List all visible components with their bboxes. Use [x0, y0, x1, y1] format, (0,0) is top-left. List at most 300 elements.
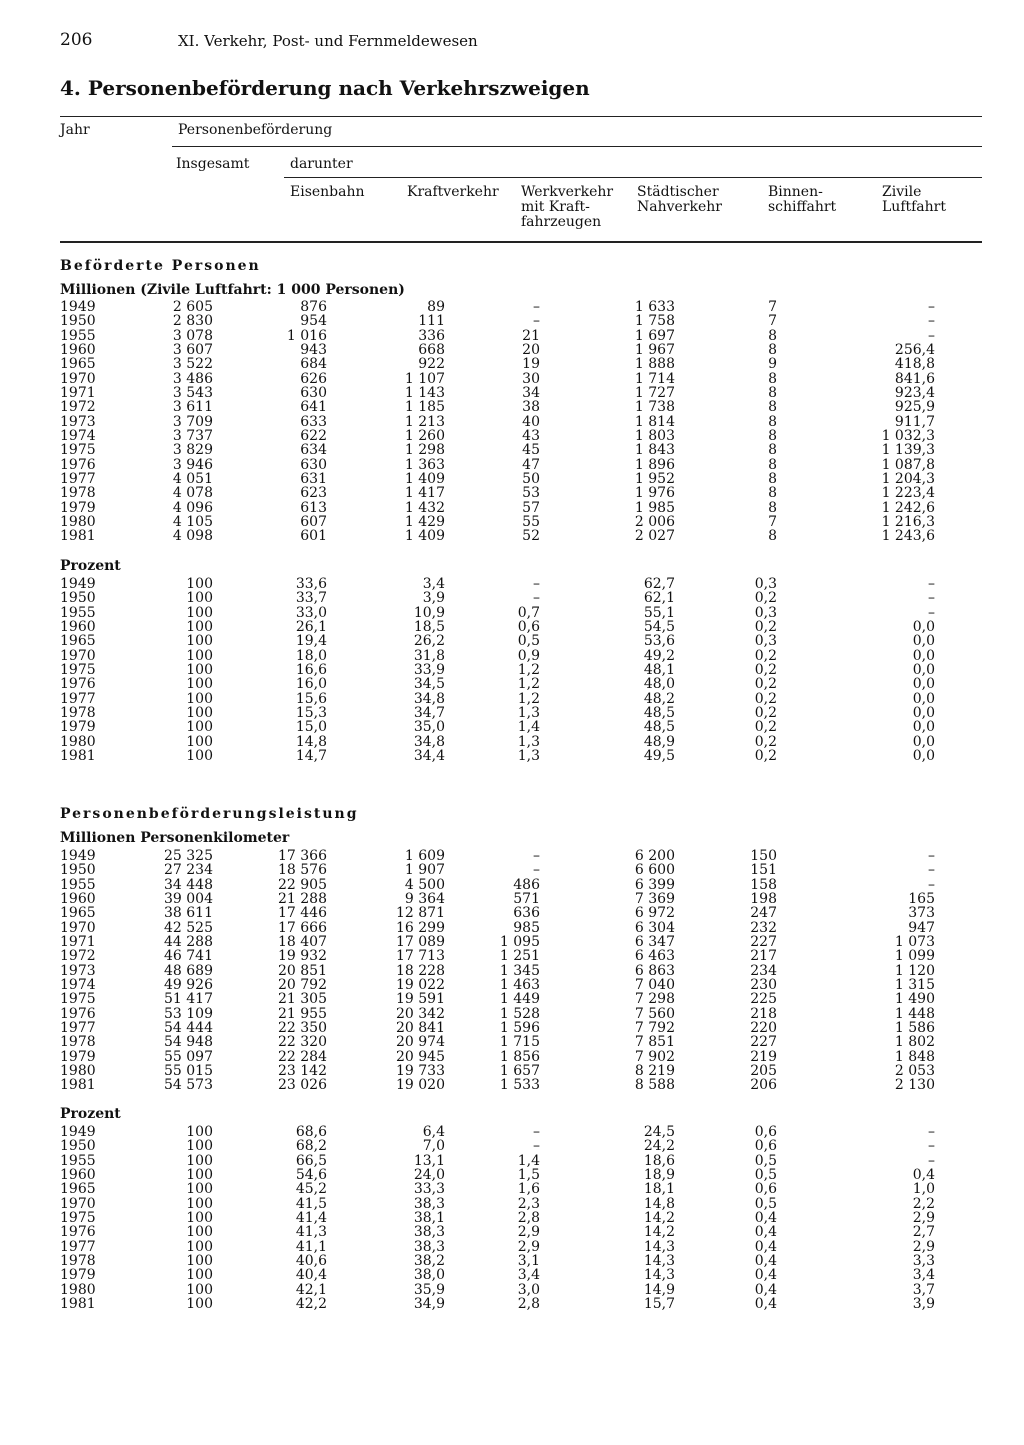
- cell-eisenbahn: 626: [300, 370, 327, 387]
- cell-eisenbahn: 631: [300, 470, 327, 487]
- cell-kraftverkehr: 1 260: [404, 427, 445, 444]
- cell-nahverkehr: 1 814: [634, 413, 675, 430]
- cell-nahverkehr: 55,1: [643, 604, 675, 621]
- running-header: XI. Verkehr, Post- und Fernmeldewesen: [178, 32, 478, 50]
- cell-insgesamt: 100: [186, 1138, 213, 1155]
- cell-nahverkehr: 2 006: [634, 513, 675, 530]
- cell-werkverkehr: 1 449: [499, 991, 540, 1008]
- header-eisenbahn: Eisenbahn: [290, 184, 365, 200]
- cell-kraftverkehr: 1 907: [404, 862, 445, 879]
- cell-werkverkehr: 1,2: [517, 661, 540, 678]
- cell-insgesamt: 100: [186, 604, 213, 621]
- cell-luftfahrt: 3,4: [912, 1267, 935, 1284]
- cell-binnenschiffahrt: 218: [750, 1005, 777, 1022]
- table-row: [60, 620, 940, 634]
- cell-binnenschiffahrt: 8: [768, 327, 777, 344]
- cell-werkverkehr: 21: [522, 327, 540, 344]
- table-row: [60, 1240, 940, 1254]
- cell-kraftverkehr: 19 591: [396, 991, 445, 1008]
- table-row: [60, 649, 940, 663]
- cell-binnenschiffahrt: 0,5: [754, 1195, 777, 1212]
- cell-nahverkehr: 7 369: [634, 890, 675, 907]
- cell-nahverkehr: 48,5: [643, 719, 675, 736]
- cell-insgesamt: 3 486: [172, 370, 213, 387]
- table-row: [60, 921, 940, 935]
- cell-binnenschiffahrt: 227: [750, 933, 777, 950]
- cell-binnenschiffahrt: 219: [750, 1048, 777, 1065]
- header-luftfahrt: Zivile Luftfahrt: [882, 184, 946, 215]
- cell-kraftverkehr: 3,9: [422, 590, 445, 607]
- cell-werkverkehr: –: [533, 1124, 540, 1140]
- cell-kraftverkehr: 20 974: [396, 1034, 445, 1051]
- cell-luftfahrt: 0,0: [912, 633, 935, 650]
- cell-eisenbahn: 40,6: [295, 1252, 327, 1269]
- cell-werkverkehr: 1 596: [499, 1019, 540, 1036]
- page-number: 206: [60, 30, 93, 50]
- cell-nahverkehr: 1 896: [634, 456, 675, 473]
- cell-nahverkehr: 6 600: [634, 862, 675, 879]
- table-row: [60, 720, 940, 734]
- cell-insgesamt: 100: [186, 618, 213, 635]
- cell-binnenschiffahrt: 232: [750, 919, 777, 936]
- cell-eisenbahn: 21 288: [278, 890, 327, 907]
- cell-year: 1971: [60, 384, 96, 401]
- cell-werkverkehr: 2,9: [517, 1224, 540, 1241]
- cell-eisenbahn: 601: [300, 528, 327, 545]
- cell-werkverkehr: 3,1: [517, 1252, 540, 1269]
- cell-luftfahrt: 0,0: [912, 647, 935, 664]
- cell-kraftverkehr: 89: [427, 299, 445, 315]
- cell-insgesamt: 4 105: [172, 513, 213, 530]
- cell-luftfahrt: –: [928, 862, 935, 879]
- cell-nahverkehr: 14,3: [643, 1238, 675, 1255]
- cell-nahverkehr: 18,9: [643, 1166, 675, 1183]
- cell-year: 1979: [60, 499, 96, 516]
- cell-binnenschiffahrt: 8: [768, 485, 777, 502]
- cell-nahverkehr: 49,5: [643, 747, 675, 764]
- cell-nahverkehr: 6 399: [634, 876, 675, 893]
- cell-luftfahrt: 1 087,8: [881, 456, 935, 473]
- cell-binnenschiffahrt: 0,2: [754, 733, 777, 750]
- cell-binnenschiffahrt: 0,2: [754, 719, 777, 736]
- cell-binnenschiffahrt: 0,4: [754, 1267, 777, 1284]
- header-personenbefoerderung: Personenbeförderung: [178, 122, 333, 138]
- cell-year: 1955: [60, 876, 96, 893]
- table-row: [60, 892, 940, 906]
- table-row: [60, 300, 940, 314]
- cell-eisenbahn: 42,1: [295, 1281, 327, 1298]
- cell-kraftverkehr: 1 298: [404, 442, 445, 459]
- cell-insgesamt: 100: [186, 1281, 213, 1298]
- table-row: [60, 1035, 940, 1049]
- cell-luftfahrt: –: [928, 876, 935, 893]
- cell-insgesamt: 100: [186, 1209, 213, 1226]
- cell-eisenbahn: 33,7: [295, 590, 327, 607]
- cell-insgesamt: 25 325: [164, 848, 213, 864]
- cell-kraftverkehr: 111: [418, 313, 445, 330]
- cell-luftfahrt: –: [928, 590, 935, 607]
- cell-binnenschiffahrt: 158: [750, 876, 777, 893]
- cell-binnenschiffahrt: 7: [768, 313, 777, 330]
- cell-werkverkehr: 1,4: [517, 1152, 540, 1169]
- cell-binnenschiffahrt: 7: [768, 513, 777, 530]
- cell-luftfahrt: –: [928, 313, 935, 330]
- cell-werkverkehr: –: [533, 1138, 540, 1155]
- cell-year: 1973: [60, 962, 96, 979]
- cell-luftfahrt: 0,0: [912, 747, 935, 764]
- cell-eisenbahn: 22 320: [278, 1034, 327, 1051]
- table-row: [60, 343, 940, 357]
- cell-year: 1960: [60, 1166, 96, 1183]
- cell-nahverkehr: 7 040: [634, 976, 675, 993]
- cell-nahverkehr: 7 560: [634, 1005, 675, 1022]
- cell-werkverkehr: 1,3: [517, 747, 540, 764]
- cell-werkverkehr: 2,8: [517, 1295, 540, 1312]
- cell-binnenschiffahrt: 8: [768, 427, 777, 444]
- table-personen-millionen: [60, 300, 940, 544]
- cell-year: 1981: [60, 1077, 96, 1094]
- cell-eisenbahn: 16,6: [295, 661, 327, 678]
- cell-kraftverkehr: 35,9: [413, 1281, 445, 1298]
- cell-year: 1976: [60, 1224, 96, 1241]
- cell-luftfahrt: 2,9: [912, 1238, 935, 1255]
- cell-nahverkehr: 1 803: [634, 427, 675, 444]
- cell-werkverkehr: –: [533, 576, 540, 592]
- cell-year: 1965: [60, 905, 96, 922]
- header-werkverkehr: Werkverkehr mit Kraft- fahrzeugen: [521, 184, 614, 230]
- cell-luftfahrt: 1 073: [894, 933, 935, 950]
- cell-werkverkehr: 985: [513, 919, 540, 936]
- cell-luftfahrt: –: [928, 848, 935, 864]
- cell-luftfahrt: 0,0: [912, 719, 935, 736]
- cell-werkverkehr: 1,6: [517, 1181, 540, 1198]
- cell-year: 1979: [60, 719, 96, 736]
- cell-binnenschiffahrt: 247: [750, 905, 777, 922]
- cell-kraftverkehr: 34,5: [413, 676, 445, 693]
- table-row: [60, 964, 940, 978]
- cell-year: 1972: [60, 399, 96, 416]
- cell-werkverkehr: 43: [522, 427, 540, 444]
- cell-binnenschiffahrt: 225: [750, 991, 777, 1008]
- cell-binnenschiffahrt: 0,2: [754, 661, 777, 678]
- cell-insgesamt: 54 573: [164, 1077, 213, 1094]
- cell-binnenschiffahrt: 150: [750, 848, 777, 864]
- table-leistung-millionen: [60, 849, 940, 1093]
- cell-binnenschiffahrt: 0,2: [754, 704, 777, 721]
- cell-binnenschiffahrt: 0,2: [754, 690, 777, 707]
- cell-luftfahrt: 923,4: [894, 384, 935, 401]
- cell-year: 1972: [60, 948, 96, 965]
- cell-eisenbahn: 15,3: [295, 704, 327, 721]
- cell-werkverkehr: 34: [522, 384, 540, 401]
- cell-binnenschiffahrt: 230: [750, 976, 777, 993]
- header-nahverkehr: Städtischer Nahverkehr: [637, 184, 722, 215]
- cell-kraftverkehr: 31,8: [413, 647, 445, 664]
- cell-insgesamt: 4 051: [172, 470, 213, 487]
- cell-nahverkehr: 48,5: [643, 704, 675, 721]
- cell-binnenschiffahrt: 0,3: [754, 633, 777, 650]
- cell-eisenbahn: 15,0: [295, 719, 327, 736]
- cell-binnenschiffahrt: 205: [750, 1062, 777, 1079]
- cell-year: 1977: [60, 470, 96, 487]
- cell-luftfahrt: 947: [908, 919, 935, 936]
- cell-eisenbahn: 17 666: [278, 919, 327, 936]
- table-title: 4. Personenbeförderung nach Verkehrszweigen: [60, 76, 590, 100]
- cell-werkverkehr: 53: [522, 485, 540, 502]
- cell-werkverkehr: 19: [522, 356, 540, 373]
- cell-insgesamt: 3 607: [172, 341, 213, 358]
- cell-year: 1979: [60, 1048, 96, 1065]
- cell-binnenschiffahrt: 0,4: [754, 1224, 777, 1241]
- cell-kraftverkehr: 33,9: [413, 661, 445, 678]
- cell-insgesamt: 3 946: [172, 456, 213, 473]
- cell-eisenbahn: 633: [300, 413, 327, 430]
- table-row: [60, 906, 940, 920]
- cell-werkverkehr: 486: [513, 876, 540, 893]
- cell-werkverkehr: –: [533, 299, 540, 315]
- table-row: [60, 634, 940, 648]
- cell-nahverkehr: 1 633: [634, 299, 675, 315]
- cell-nahverkehr: 48,0: [643, 676, 675, 693]
- cell-luftfahrt: 1 315: [894, 976, 935, 993]
- cell-year: 1955: [60, 327, 96, 344]
- header-binnenschiffahrt: Binnen- schiffahrt: [768, 184, 837, 215]
- cell-werkverkehr: 571: [513, 890, 540, 907]
- cell-kraftverkehr: 1 143: [404, 384, 445, 401]
- cell-luftfahrt: 3,3: [912, 1252, 935, 1269]
- cell-werkverkehr: 1 095: [499, 933, 540, 950]
- cell-kraftverkehr: 34,9: [413, 1295, 445, 1312]
- cell-kraftverkehr: 4 500: [404, 876, 445, 893]
- cell-luftfahrt: 1 223,4: [881, 485, 935, 502]
- cell-werkverkehr: 1 528: [499, 1005, 540, 1022]
- table-row: [60, 978, 940, 992]
- table-row: [60, 357, 940, 371]
- table-row: [60, 735, 940, 749]
- cell-kraftverkehr: 7,0: [422, 1138, 445, 1155]
- cell-luftfahrt: 841,6: [894, 370, 935, 387]
- cell-eisenbahn: 22 905: [278, 876, 327, 893]
- cell-year: 1960: [60, 618, 96, 635]
- cell-eisenbahn: 16,0: [295, 676, 327, 693]
- cell-luftfahrt: 0,0: [912, 618, 935, 635]
- table-row: [60, 935, 940, 949]
- cell-werkverkehr: 47: [522, 456, 540, 473]
- cell-insgesamt: 46 741: [164, 948, 213, 965]
- cell-kraftverkehr: 19 733: [396, 1062, 445, 1079]
- cell-year: 1979: [60, 1267, 96, 1284]
- cell-nahverkehr: 8 219: [634, 1062, 675, 1079]
- cell-werkverkehr: 45: [522, 442, 540, 459]
- cell-luftfahrt: 1 448: [894, 1005, 935, 1022]
- cell-nahverkehr: 62,1: [643, 590, 675, 607]
- cell-luftfahrt: –: [928, 1138, 935, 1155]
- table-row: [60, 1297, 940, 1311]
- section-befoerderte-personen: Beförderte Personen: [60, 258, 261, 274]
- cell-eisenbahn: 23 142: [278, 1062, 327, 1079]
- cell-year: 1975: [60, 661, 96, 678]
- cell-werkverkehr: 57: [522, 499, 540, 516]
- cell-year: 1955: [60, 1152, 96, 1169]
- cell-binnenschiffahrt: 0,2: [754, 618, 777, 635]
- table-row: [60, 386, 940, 400]
- cell-insgesamt: 44 288: [164, 933, 213, 950]
- cell-insgesamt: 100: [186, 1195, 213, 1212]
- cell-werkverkehr: 20: [522, 341, 540, 358]
- cell-binnenschiffahrt: 8: [768, 528, 777, 545]
- cell-binnenschiffahrt: 8: [768, 413, 777, 430]
- cell-eisenbahn: 630: [300, 384, 327, 401]
- cell-binnenschiffahrt: 220: [750, 1019, 777, 1036]
- cell-insgesamt: 100: [186, 1181, 213, 1198]
- cell-year: 1975: [60, 442, 96, 459]
- cell-eisenbahn: 954: [300, 313, 327, 330]
- cell-insgesamt: 4 098: [172, 528, 213, 545]
- cell-eisenbahn: 21 955: [278, 1005, 327, 1022]
- cell-nahverkehr: 15,7: [643, 1295, 675, 1312]
- cell-eisenbahn: 613: [300, 499, 327, 516]
- cell-kraftverkehr: 18 228: [396, 962, 445, 979]
- cell-nahverkehr: 1 727: [634, 384, 675, 401]
- cell-luftfahrt: 1 204,3: [881, 470, 935, 487]
- cell-insgesamt: 51 417: [164, 991, 213, 1008]
- cell-nahverkehr: 14,9: [643, 1281, 675, 1298]
- cell-luftfahrt: 1 139,3: [881, 442, 935, 459]
- cell-insgesamt: 42 525: [164, 919, 213, 936]
- cell-nahverkehr: 7 902: [634, 1048, 675, 1065]
- cell-luftfahrt: –: [928, 576, 935, 592]
- cell-kraftverkehr: 38,3: [413, 1195, 445, 1212]
- cell-werkverkehr: 1,2: [517, 690, 540, 707]
- cell-year: 1981: [60, 747, 96, 764]
- cell-insgesamt: 3 737: [172, 427, 213, 444]
- cell-kraftverkehr: 38,2: [413, 1252, 445, 1269]
- section-befoerderungsleistung: Personenbeförderungsleistung: [60, 806, 359, 822]
- cell-eisenbahn: 943: [300, 341, 327, 358]
- cell-insgesamt: 55 097: [164, 1048, 213, 1065]
- cell-binnenschiffahrt: 0,6: [754, 1124, 777, 1140]
- cell-year: 1965: [60, 1181, 96, 1198]
- cell-nahverkehr: 14,3: [643, 1252, 675, 1269]
- cell-insgesamt: 38 611: [164, 905, 213, 922]
- cell-year: 1981: [60, 1295, 96, 1312]
- table-row: [60, 443, 940, 457]
- cell-year: 1973: [60, 413, 96, 430]
- cell-year: 1976: [60, 676, 96, 693]
- cell-kraftverkehr: 10,9: [413, 604, 445, 621]
- cell-kraftverkehr: 34,4: [413, 747, 445, 764]
- cell-werkverkehr: 2,8: [517, 1209, 540, 1226]
- cell-nahverkehr: 1 888: [634, 356, 675, 373]
- cell-year: 1980: [60, 1281, 96, 1298]
- cell-eisenbahn: 20 792: [278, 976, 327, 993]
- cell-insgesamt: 100: [186, 633, 213, 650]
- cell-nahverkehr: 8 588: [634, 1077, 675, 1094]
- cell-kraftverkehr: 6,4: [422, 1124, 445, 1140]
- header-rule-top: [60, 116, 982, 117]
- cell-eisenbahn: 23 026: [278, 1077, 327, 1094]
- cell-werkverkehr: 1,4: [517, 719, 540, 736]
- cell-kraftverkehr: 1 417: [404, 485, 445, 502]
- cell-nahverkehr: 6 304: [634, 919, 675, 936]
- cell-eisenbahn: 14,8: [295, 733, 327, 750]
- cell-kraftverkehr: 38,0: [413, 1267, 445, 1284]
- table-row: [60, 1078, 940, 1092]
- cell-insgesamt: 100: [186, 704, 213, 721]
- cell-year: 1978: [60, 1034, 96, 1051]
- cell-nahverkehr: 2 027: [634, 528, 675, 545]
- cell-year: 1978: [60, 485, 96, 502]
- cell-eisenbahn: 18,0: [295, 647, 327, 664]
- cell-nahverkehr: 54,5: [643, 618, 675, 635]
- cell-binnenschiffahrt: 8: [768, 370, 777, 387]
- cell-insgesamt: 3 543: [172, 384, 213, 401]
- cell-insgesamt: 3 611: [172, 399, 213, 416]
- cell-werkverkehr: 1,3: [517, 733, 540, 750]
- cell-eisenbahn: 40,4: [295, 1267, 327, 1284]
- cell-binnenschiffahrt: 8: [768, 399, 777, 416]
- cell-binnenschiffahrt: 0,4: [754, 1209, 777, 1226]
- cell-kraftverkehr: 19 022: [396, 976, 445, 993]
- cell-luftfahrt: –: [928, 327, 935, 344]
- cell-kraftverkehr: 17 089: [396, 933, 445, 950]
- cell-nahverkehr: 6 200: [634, 848, 675, 864]
- cell-insgesamt: 100: [186, 590, 213, 607]
- cell-nahverkehr: 6 347: [634, 933, 675, 950]
- cell-luftfahrt: 1 242,6: [881, 499, 935, 516]
- cell-eisenbahn: 684: [300, 356, 327, 373]
- cell-eisenbahn: 18 407: [278, 933, 327, 950]
- cell-year: 1950: [60, 313, 96, 330]
- subtitle-leistung-prozent: Prozent: [60, 1106, 121, 1122]
- cell-year: 1976: [60, 456, 96, 473]
- table-row: [60, 1182, 940, 1196]
- cell-insgesamt: 100: [186, 1224, 213, 1241]
- header-rule-darunter: [284, 177, 982, 178]
- cell-luftfahrt: 1 032,3: [881, 427, 935, 444]
- cell-binnenschiffahrt: 0,3: [754, 576, 777, 592]
- cell-insgesamt: 100: [186, 1152, 213, 1169]
- cell-nahverkehr: 48,9: [643, 733, 675, 750]
- cell-binnenschiffahrt: 8: [768, 384, 777, 401]
- cell-eisenbahn: 20 851: [278, 962, 327, 979]
- cell-binnenschiffahrt: 0,4: [754, 1238, 777, 1255]
- cell-insgesamt: 3 522: [172, 356, 213, 373]
- cell-eisenbahn: 19 932: [278, 948, 327, 965]
- cell-luftfahrt: 0,0: [912, 690, 935, 707]
- cell-nahverkehr: 1 714: [634, 370, 675, 387]
- cell-eisenbahn: 630: [300, 456, 327, 473]
- cell-werkverkehr: 0,6: [517, 618, 540, 635]
- table-row: [60, 677, 940, 691]
- cell-year: 1974: [60, 427, 96, 444]
- cell-insgesamt: 48 689: [164, 962, 213, 979]
- cell-year: 1977: [60, 1019, 96, 1036]
- cell-werkverkehr: 2,3: [517, 1195, 540, 1212]
- cell-binnenschiffahrt: 0,4: [754, 1252, 777, 1269]
- cell-eisenbahn: 42,2: [295, 1295, 327, 1312]
- cell-kraftverkehr: 20 841: [396, 1019, 445, 1036]
- cell-insgesamt: 2 605: [172, 299, 213, 315]
- cell-binnenschiffahrt: 8: [768, 341, 777, 358]
- cell-year: 1949: [60, 1124, 96, 1140]
- header-kraftverkehr: Kraftverkehr: [407, 184, 499, 200]
- cell-year: 1950: [60, 1138, 96, 1155]
- cell-insgesamt: 100: [186, 719, 213, 736]
- cell-eisenbahn: 41,3: [295, 1224, 327, 1241]
- cell-nahverkehr: 18,1: [643, 1181, 675, 1198]
- table-row: [60, 1168, 940, 1182]
